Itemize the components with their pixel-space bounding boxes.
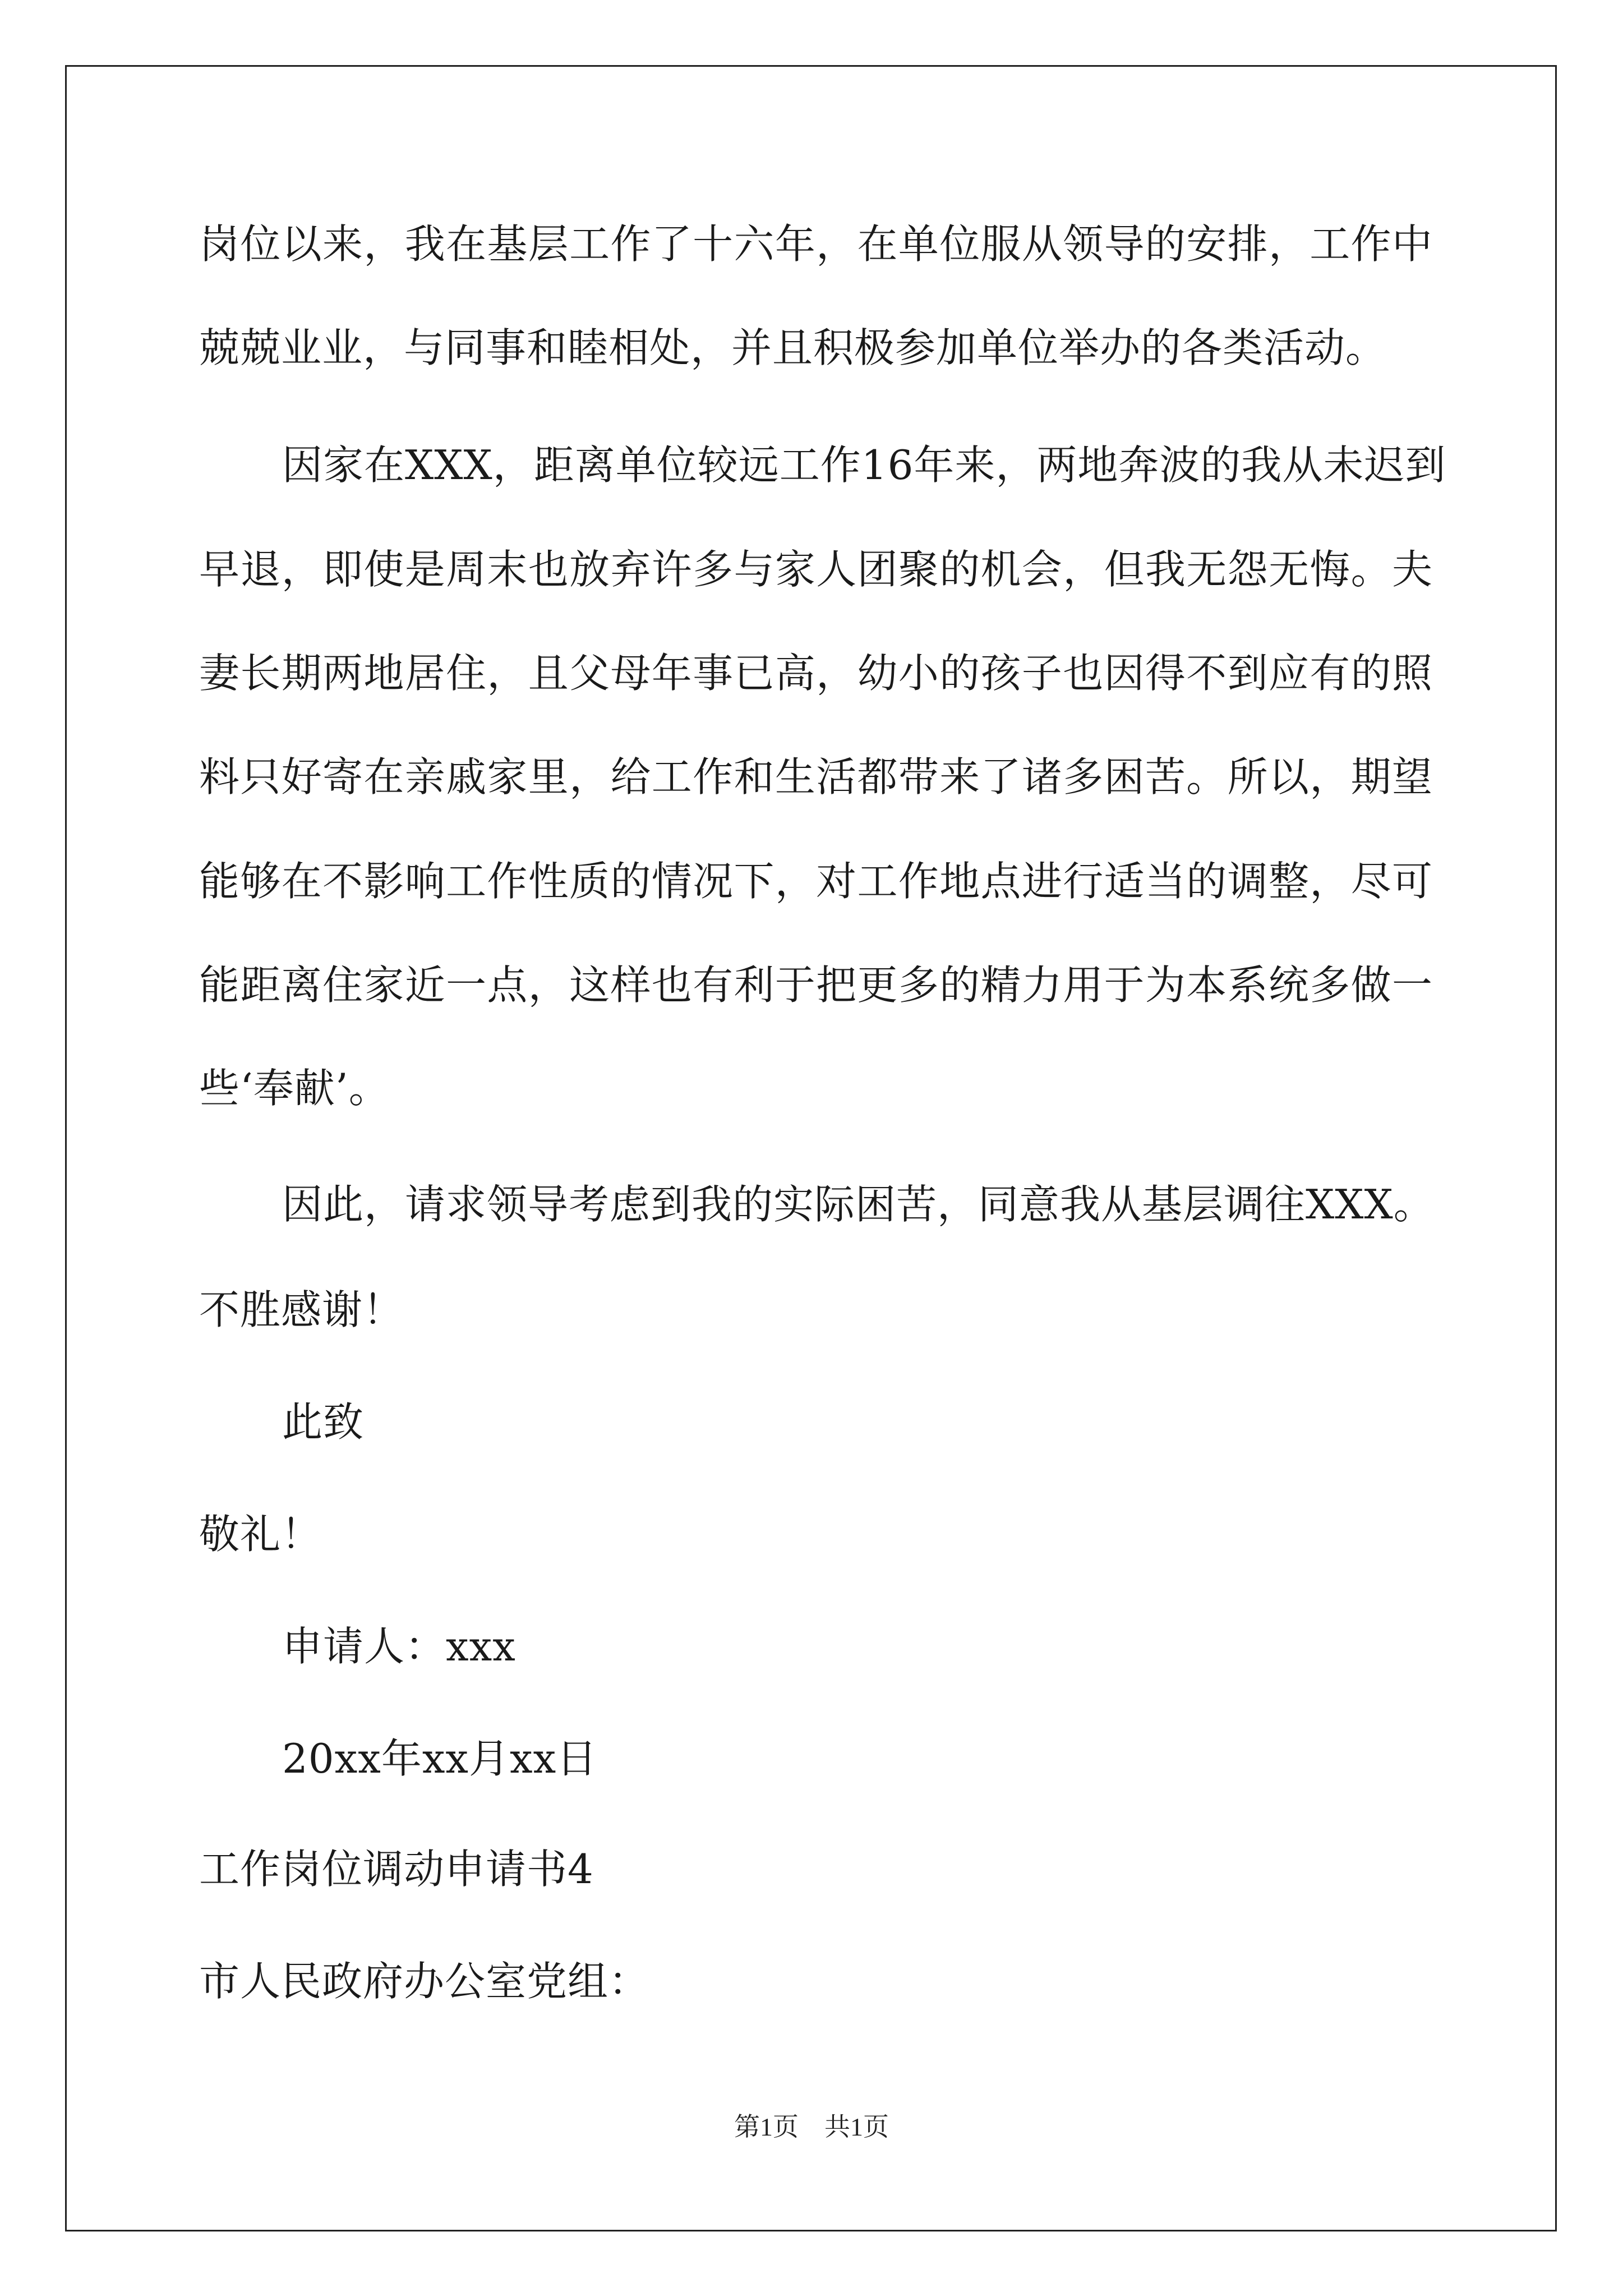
- closing-regards: 敬礼！: [199, 1511, 322, 1558]
- paragraph-line: 早退，即使是周末也放弃许多与家人团聚的机会，但我无怨无悔。夫: [199, 546, 1433, 593]
- page-number-total: 共1页: [824, 2113, 889, 2141]
- closing-salutation: 此致: [282, 1398, 365, 1446]
- paragraph-line: 妻长期两地居住，且父母年事已高，幼小的孩子也因得不到应有的照: [199, 650, 1433, 697]
- paragraph-line: 兢兢业业，与同事和睦相处，并且积极参加单位举办的各类活动。: [199, 324, 1387, 371]
- paragraph-line: 因此，请求领导考虑到我的实际困苦，同意我从基层调往XXX。: [282, 1181, 1435, 1228]
- paragraph-line: 不胜感谢！: [199, 1286, 404, 1333]
- paragraph-line: 料只好寄在亲戚家里，给工作和生活都带来了诸多困苦。所以，期望: [199, 753, 1433, 800]
- page-border: [65, 65, 1557, 2231]
- recipient-line: 市人民政府办公室党组：: [199, 1958, 650, 2005]
- page-number-current: 第1页: [734, 2113, 799, 2141]
- paragraph-line: 能够在不影响工作性质的情况下，对工作地点进行适当的调整，尽可: [199, 858, 1433, 905]
- applicant-signature: 申请人：xxx: [282, 1623, 516, 1670]
- paragraph-line: 能距离住家近一点，这样也有利于把更多的精力用于为本系统多做一: [199, 961, 1433, 1009]
- section-title: 工作岗位调动申请书4: [199, 1846, 594, 1893]
- paragraph-line: 因家在XXX，距离单位较远工作16年来，两地奔波的我从未迟到: [282, 441, 1446, 489]
- date-line: 20xx年xx月xx日: [282, 1735, 598, 1782]
- paragraph-line: 些‘奉献’。: [199, 1065, 390, 1112]
- paragraph-line: 岗位以来，我在基层工作了十六年，在单位服从领导的安排，工作中: [199, 220, 1433, 268]
- page-footer: [0, 2110, 1623, 2144]
